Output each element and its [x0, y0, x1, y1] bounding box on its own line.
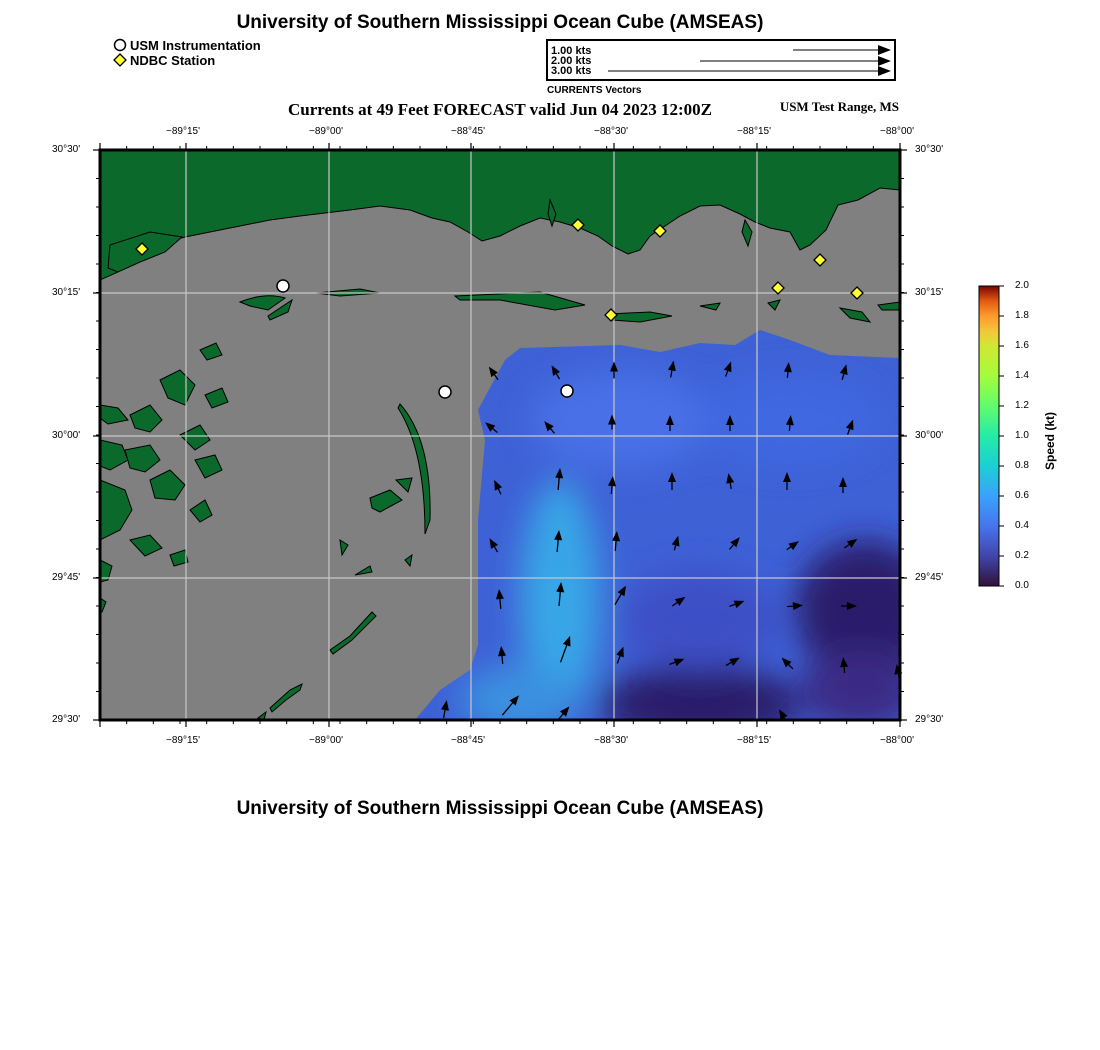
lon-tick-top: −88°30': [594, 126, 628, 137]
lon-tick-bottom: −89°00': [309, 735, 343, 746]
lon-tick-top: −88°15': [737, 126, 771, 137]
lat-tick-left: 29°30': [52, 714, 81, 725]
scale-label-1: 1.00 kts: [551, 45, 592, 57]
lon-tick-top: −89°00': [309, 126, 343, 137]
lat-tick-right: 30°15': [915, 287, 944, 298]
lat-tick-left: 30°30': [52, 144, 81, 155]
lon-tick-top: −89°15': [166, 126, 200, 137]
colorbar-tick: 1.2: [1015, 400, 1029, 411]
colorbar-tick: 0.2: [1015, 550, 1029, 561]
colorbar-tick: 1.6: [1015, 340, 1029, 351]
lon-tick-top: −88°45': [451, 126, 485, 137]
lat-tick-left: 30°00': [52, 430, 81, 441]
scale-label-3: 3.00 kts: [551, 65, 592, 77]
colorbar-tick: 1.0: [1015, 430, 1029, 441]
scale-label-2: 2.00 kts: [551, 55, 592, 67]
legend-usm-label: USM Instrumentation: [130, 38, 261, 53]
colorbar-tick: 0.8: [1015, 460, 1029, 471]
colorbar-title: Speed (kt): [1043, 411, 1057, 470]
colorbar-tick: 2.0: [1015, 280, 1029, 291]
legend-ndbc-label: NDBC Station: [130, 53, 216, 68]
lat-tick-right: 29°30': [915, 714, 944, 725]
footer-title: University of Southern Mississippi Ocean Cube (AMSEAS): [236, 798, 764, 819]
lat-tick-left: 29°45': [52, 572, 81, 583]
lon-tick-bottom: −88°45': [451, 735, 485, 746]
lat-tick-right: 30°30': [915, 144, 944, 155]
test-range-label: USM Test Range, MS: [779, 99, 899, 114]
colorbar-tick: 0.6: [1015, 490, 1029, 501]
lat-tick-right: 29°45': [915, 572, 944, 583]
forecast-subtitle: Currents at 49 Feet FORECAST valid Jun 04 2023 12:00Z: [288, 100, 712, 119]
colorbar: [975, 280, 1015, 592]
usm-instrument-marker: [277, 280, 289, 292]
lat-tick-right: 30°00': [915, 430, 944, 441]
colorbar-tick: 0.0: [1015, 580, 1029, 591]
page-title: University of Southern Mississippi Ocean Cube (AMSEAS): [236, 12, 764, 33]
lon-tick-bottom: −89°15': [166, 735, 200, 746]
lon-tick-bottom: −88°00': [880, 735, 914, 746]
lon-tick-bottom: −88°30': [594, 735, 628, 746]
lon-tick-top: −88°00': [880, 126, 914, 137]
colorbar-tick: 1.8: [1015, 310, 1029, 321]
usm-instrument-marker: [561, 385, 573, 397]
colorbar-tick: 1.4: [1015, 370, 1029, 381]
vector-scale-caption: CURRENTS Vectors: [547, 85, 642, 96]
lon-tick-bottom: −88°15': [737, 735, 771, 746]
colorbar-tick: 0.4: [1015, 520, 1029, 531]
usm-instrument-marker: [439, 386, 451, 398]
lat-tick-left: 30°15': [52, 287, 81, 298]
